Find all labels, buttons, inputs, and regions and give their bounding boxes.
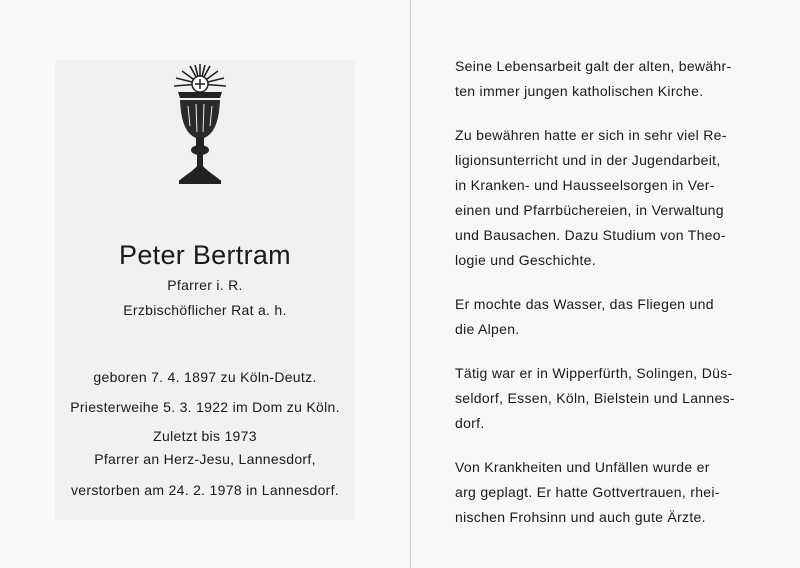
text-line: Tätig war er in Wipperfürth, Solingen, Düs- bbox=[455, 365, 733, 381]
text-line: logie und Geschichte. bbox=[455, 252, 596, 268]
paragraph bbox=[455, 361, 755, 436]
text-line: nischen Frohsinn und auch gute Ärzte. bbox=[455, 509, 706, 525]
text-line: in Kranken- und Hausseelsorgen in Ver- bbox=[455, 177, 715, 193]
deceased-name: Peter Bertram bbox=[119, 240, 291, 270]
text-line: Er mochte das Wasser, das Fliegen und bbox=[455, 296, 714, 312]
paragraph bbox=[455, 292, 755, 342]
ordination-line: Priesterweihe 5. 3. 1922 im Dom zu Köln. bbox=[70, 399, 340, 415]
text-line: und Bausachen. Dazu Studium von Theo- bbox=[455, 227, 726, 243]
title-council: Erzbischöflicher Rat a. h. bbox=[123, 302, 287, 318]
text-line: dorf. bbox=[455, 415, 485, 431]
paragraph bbox=[455, 455, 755, 530]
text-line: Zu bewähren hatte er sich in sehr viel Re- bbox=[455, 127, 727, 143]
last-post-line-2: Pfarrer an Herz-Jesu, Lannesdorf, bbox=[94, 451, 316, 467]
last-post-line-1: Zuletzt bis 1973 bbox=[153, 428, 257, 444]
chalice-icon bbox=[170, 62, 230, 187]
text-line: arg geplagt. Er hatte Gottvertrauen, rhei- bbox=[455, 484, 720, 500]
paragraph bbox=[455, 54, 755, 104]
text-line: seldorf, Essen, Köln, Bielstein und Lannes- bbox=[455, 390, 735, 406]
death-line: verstorben am 24. 2. 1978 in Lannesdorf. bbox=[70, 482, 340, 498]
right-page-text bbox=[455, 54, 755, 549]
text-line: Seine Lebensarbeit galt der alten, bewähr- bbox=[455, 58, 732, 74]
paragraph bbox=[455, 123, 755, 273]
title-pastor: Pfarrer i. R. bbox=[167, 277, 243, 293]
text-line: ligionsunterricht und in der Jugendarbeit, bbox=[455, 152, 721, 168]
text-line: einen und Pfarrbüchereien, in Verwaltung bbox=[455, 202, 724, 218]
text-line: Von Krankheiten und Unfällen wurde er bbox=[455, 459, 710, 475]
text-line: ten immer jungen katholischen Kirche. bbox=[455, 83, 704, 99]
center-fold bbox=[410, 0, 411, 568]
birth-line: geboren 7. 4. 1897 zu Köln-Deutz. bbox=[93, 369, 317, 385]
text-line: die Alpen. bbox=[455, 321, 520, 337]
